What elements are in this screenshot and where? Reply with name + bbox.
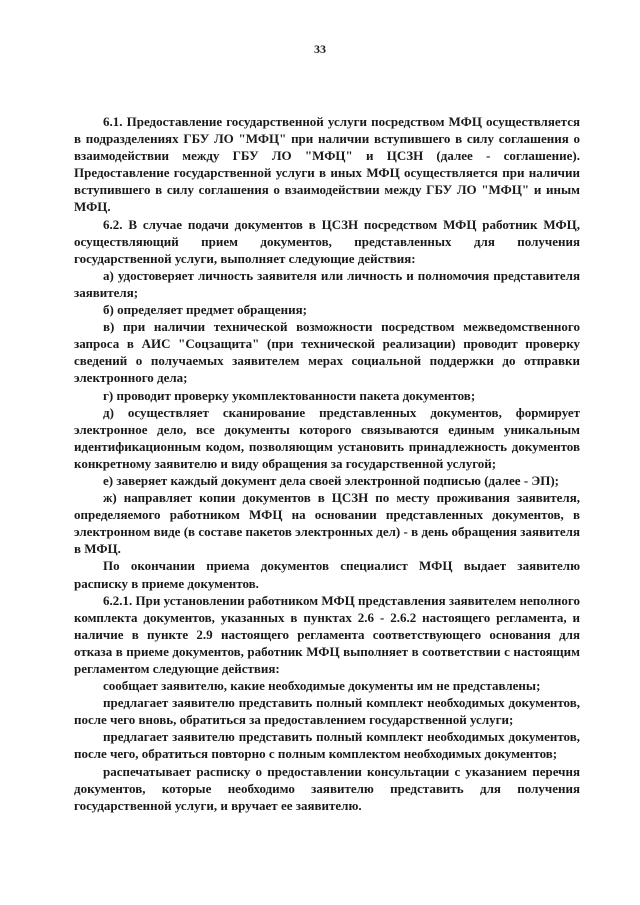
list-item-g: г) проводит проверку укомплектованности пакета документов;	[103, 387, 476, 403]
action-offer-repeat: предлагает заявителю представить полный комплект необходимых документов, после чего, обратиться повторно с полным комплектом необходимых документов;	[74, 729, 580, 762]
list-item-zh: ж) направляет копии документов в ЦСЗН по месту проживания заявителя, определяемого работником МФЦ на основании представленных документов, в электронном виде (в составе пакетов электронных дел) - в день обращения заявителя в МФЦ.	[74, 490, 580, 557]
action-offer-resubmit: предлагает заявителю представить полный комплект необходимых документов, после чего вновь, обратиться за предоставлением государственной услуги;	[74, 695, 580, 728]
paragraph-receipt: По окончании приема документов специалист МФЦ выдает заявителю расписку в приеме документов.	[74, 558, 580, 591]
paragraph-6-2-1: 6.2.1. При установлении работником МФЦ представления заявителем неполного комплекта документов, указанных в пунктах 2.6 - 2.6.2 настоящего регламента, и наличие в пункте 2.9 настоящего регламента соответствующего основания для отказа в приеме документов, работник МФЦ выполняет в соответствии с настоящим регламентом следующие действия:	[74, 592, 580, 676]
list-item-b: б) определяет предмет обращения;	[103, 302, 307, 318]
list-item-v: в) при наличии технической возможности посредством межведомственного запроса в АИС "Соцзащита" (при технической реализации) проводит проверку сведений о получаемых заявителем мерах социальной поддержки до отправки электронного дела;	[74, 319, 580, 386]
action-print-receipt: распечатывает расписку о предоставлении консультации с указанием перечня документов, которые необходимо заявителю представить для получения государственной услуги, и вручает ее заявителю.	[74, 763, 580, 813]
paragraph-6-1: 6.1. Предоставление государственной услуги посредством МФЦ осуществляется в подразделениях ГБУ ЛО "МФЦ" при наличии вступившего в силу соглашения о взаимодействии между ГБУ ЛО "МФЦ" и ЦСЗН (далее - соглашение). Предоставление государственной услуги в иных МФЦ осуществляется при наличии вступившего в силу соглашения о взаимодействии между ГБУ ЛО "МФЦ" и иным МФЦ.	[74, 114, 580, 215]
page-number: 33	[314, 42, 326, 56]
list-item-d: д) осуществляет сканирование представленных документов, формирует электронное дело, все документы которого связываются единым уникальным идентификационным кодом, позволяющим установить принадлежность документов конкретному заявителю и виду обращения за государственной услугой;	[74, 404, 580, 471]
paragraph-6-2: 6.2. В случае подачи документов в ЦСЗН посредством МФЦ работник МФЦ, осуществляющий прием документов, представленных для получения государственной услуги, выполняет следующие действия:	[74, 216, 580, 266]
action-inform: сообщает заявителю, какие необходимые документы им не представлены;	[103, 678, 541, 694]
list-item-e: е) заверяет каждый документ дела своей электронной подписью (далее - ЭП);	[103, 472, 559, 488]
list-item-a: а) удостоверяет личность заявителя или личность и полномочия представителя заявителя;	[74, 267, 580, 300]
document-body	[74, 113, 580, 814]
